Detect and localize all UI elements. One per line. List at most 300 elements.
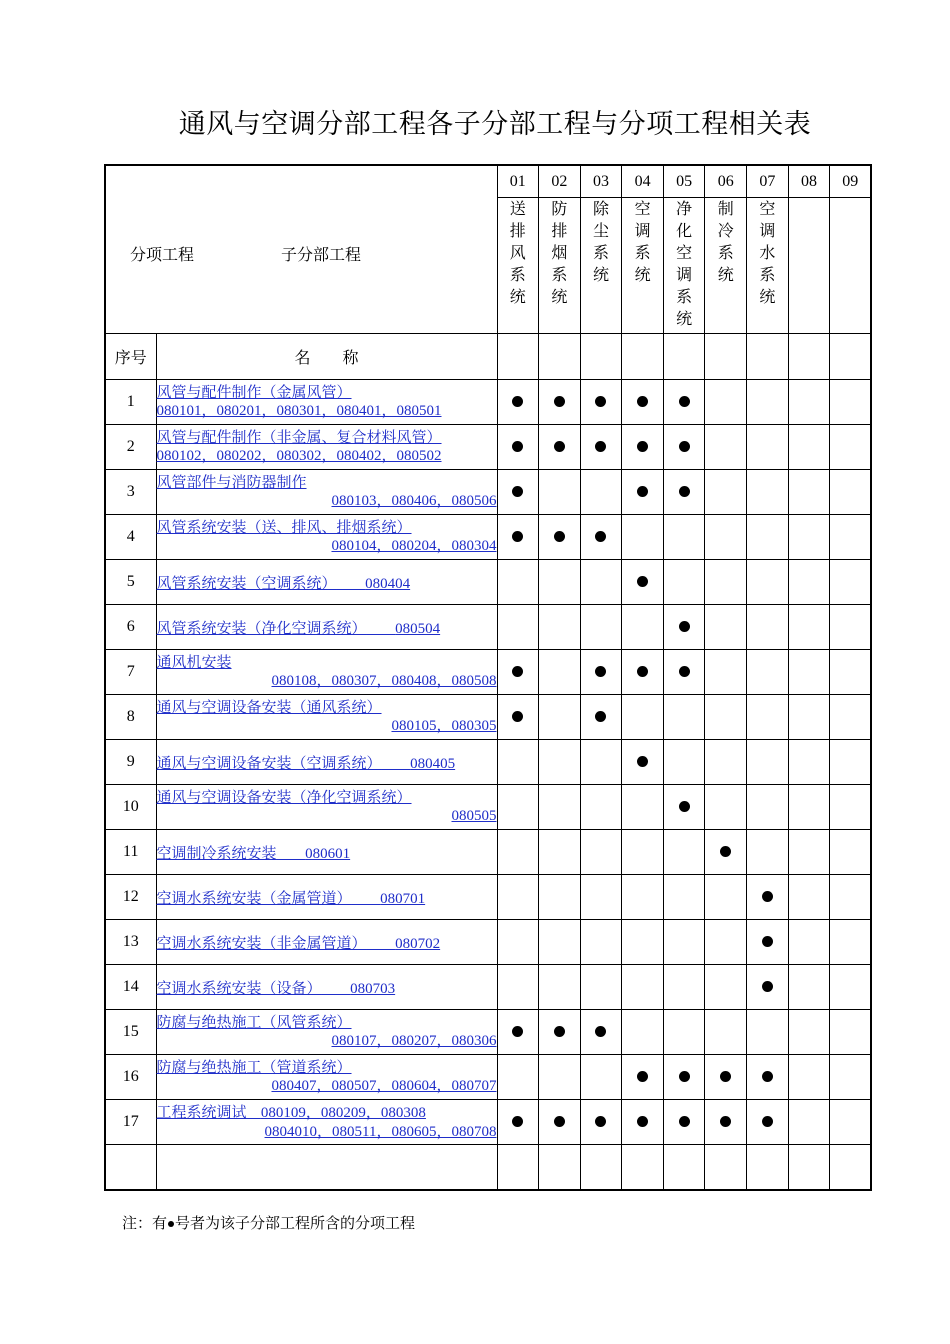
mark-cell <box>705 1010 747 1055</box>
item-name[interactable]: 通风与空调设备安装（通风系统） <box>156 698 382 716</box>
mark-cell <box>497 425 539 470</box>
subsystem-name <box>497 198 539 334</box>
subsystem-number: 05 <box>663 165 705 198</box>
mark-cell <box>788 785 830 830</box>
footnote <box>122 1212 415 1233</box>
row-seq: 1 <box>105 380 156 425</box>
table-row <box>105 830 871 875</box>
mark-cell <box>497 470 539 515</box>
mark-cell <box>580 830 622 875</box>
bullet-icon <box>554 441 565 452</box>
mark-cell <box>788 695 830 740</box>
mark-cell <box>788 740 830 785</box>
header-name: 名 称 <box>156 334 497 380</box>
row-item-link[interactable] <box>156 965 497 1010</box>
item-codes[interactable]: 080107，080207，080306 <box>331 1033 497 1049</box>
subsystem-name-text: 除尘系统 <box>592 199 609 284</box>
mark-cell <box>622 515 664 560</box>
relation-table <box>104 164 872 1191</box>
row-seq: 5 <box>105 560 156 605</box>
subsystem-number: 07 <box>747 165 789 198</box>
mark-cell <box>788 650 830 695</box>
row-item-link[interactable] <box>156 605 497 650</box>
item-name[interactable]: 风管与配件制作（金属风管） <box>156 383 352 401</box>
bullet-icon <box>637 756 648 767</box>
mark-cell <box>788 425 830 470</box>
item-codes[interactable]: 0804010，080511，080605，080708 <box>264 1123 497 1140</box>
mark-cell <box>663 695 705 740</box>
mark-cell <box>830 875 872 920</box>
mark-cell <box>622 740 664 785</box>
mark-cell <box>788 830 830 875</box>
bullet-icon <box>595 396 606 407</box>
mark-cell <box>705 830 747 875</box>
mark-cell <box>663 1055 705 1100</box>
row-item-link[interactable] <box>156 830 497 875</box>
mark-cell <box>580 1055 622 1100</box>
mark-cell <box>580 650 622 695</box>
mark-cell <box>747 695 789 740</box>
row-seq: 4 <box>105 515 156 560</box>
row-seq: 12 <box>105 875 156 920</box>
row-seq: 15 <box>105 1010 156 1055</box>
mark-cell <box>747 1100 789 1145</box>
mark-cell <box>788 515 830 560</box>
bullet-icon <box>637 441 648 452</box>
item-codes[interactable]: 080407，080507，080604，080707 <box>271 1078 497 1094</box>
item-codes-first[interactable]: 080109，080209，080308 <box>260 1104 426 1121</box>
mark-cell <box>705 470 747 515</box>
bullet-icon <box>512 396 523 407</box>
subsystem-number: 01 <box>497 165 539 198</box>
item-name[interactable]: 空调水系统安装（设备） <box>156 978 322 997</box>
item-name[interactable]: 风管系统安装（空调系统） <box>156 573 337 592</box>
bullet-icon <box>679 441 690 452</box>
mark-cell <box>663 380 705 425</box>
item-name[interactable]: 防腐与绝热施工（风管系统） <box>156 1013 352 1031</box>
subsystem-name-text: 空调系统 <box>634 199 651 284</box>
table-row <box>105 380 871 425</box>
bullet-icon <box>637 1071 648 1082</box>
mark-cell <box>622 605 664 650</box>
mark-cell <box>788 605 830 650</box>
mark-cell <box>663 515 705 560</box>
row-item-link[interactable] <box>156 1100 497 1145</box>
item-codes[interactable]: 080105，080305 <box>391 718 497 734</box>
table-row <box>105 650 871 695</box>
table-row <box>105 875 871 920</box>
bullet-icon <box>679 801 690 812</box>
subsystem-name <box>663 198 705 334</box>
mark-cell <box>539 605 581 650</box>
subsystem-number: 09 <box>830 165 872 198</box>
bullet-icon <box>637 666 648 677</box>
table-row <box>105 740 871 785</box>
mark-cell <box>663 1010 705 1055</box>
row-seq: 2 <box>105 425 156 470</box>
subsystem-name-text: 净化空调系统 <box>676 199 693 328</box>
mark-cell <box>539 875 581 920</box>
mark-cell <box>622 560 664 605</box>
mark-cell <box>705 515 747 560</box>
bullet-icon <box>512 531 523 542</box>
row-item-link[interactable] <box>156 470 497 515</box>
mark-cell <box>788 1055 830 1100</box>
mark-cell <box>747 380 789 425</box>
bullet-icon <box>762 1071 773 1082</box>
mark-cell <box>747 650 789 695</box>
row-item-link[interactable] <box>156 515 497 560</box>
item-codes[interactable]: 080601 <box>305 845 351 862</box>
mark-cell <box>663 1145 705 1191</box>
mark-cell <box>663 920 705 965</box>
mark-cell <box>788 380 830 425</box>
table-row <box>105 785 871 830</box>
mark-cell <box>539 560 581 605</box>
mark-cell <box>539 1145 581 1191</box>
footnote-prefix: 注：有 <box>122 1214 168 1232</box>
mark-cell <box>788 920 830 965</box>
item-name[interactable]: 空调水系统安装（非金属管道） <box>156 933 367 952</box>
bullet-icon <box>554 531 565 542</box>
item-codes[interactable]: 080702 <box>395 935 441 952</box>
mark-cell <box>705 1055 747 1100</box>
mark-cell <box>705 740 747 785</box>
bullet-icon <box>595 531 606 542</box>
mark-cell <box>788 965 830 1010</box>
mark-cell <box>747 1145 789 1191</box>
mark-cell <box>705 605 747 650</box>
mark-cell <box>830 1145 872 1191</box>
item-codes[interactable]: 080703 <box>350 980 396 997</box>
item-codes[interactable]: 080504 <box>395 620 441 637</box>
mark-cell <box>747 470 789 515</box>
mark-cell <box>497 1010 539 1055</box>
mark-cell <box>539 1055 581 1100</box>
mark-cell <box>497 515 539 560</box>
subsystem-number: 02 <box>539 165 581 198</box>
item-name[interactable]: 风管与配件制作（非金属、复合材料风管） <box>156 428 442 446</box>
mark-cell <box>539 425 581 470</box>
row-seq: 17 <box>105 1100 156 1145</box>
item-codes[interactable]: 080505 <box>451 808 497 824</box>
mark-cell <box>497 785 539 830</box>
item-name[interactable]: 空调制冷系统安装 <box>156 843 277 862</box>
mark-cell <box>580 1010 622 1055</box>
mark-cell <box>622 1100 664 1145</box>
mark-cell <box>747 830 789 875</box>
table-row <box>105 1145 871 1191</box>
row-seq: 6 <box>105 605 156 650</box>
bullet-icon <box>679 396 690 407</box>
mark-cell <box>705 650 747 695</box>
row-seq: 13 <box>105 920 156 965</box>
subsystem-number: 08 <box>788 165 830 198</box>
mark-cell <box>580 875 622 920</box>
mark-cell <box>663 830 705 875</box>
row-item-link[interactable] <box>156 380 497 425</box>
mark-cell <box>580 605 622 650</box>
item-name[interactable]: 通风与空调设备安装（净化空调系统） <box>156 788 412 806</box>
mark-cell <box>830 830 872 875</box>
mark-cell <box>580 560 622 605</box>
row-seq <box>105 1145 156 1191</box>
mark-cell <box>663 470 705 515</box>
row-item-link[interactable] <box>156 695 497 740</box>
bullet-icon <box>512 441 523 452</box>
mark-cell <box>539 920 581 965</box>
row-seq: 14 <box>105 965 156 1010</box>
mark-cell <box>663 1100 705 1145</box>
mark-cell <box>830 695 872 740</box>
subsystem-name <box>580 198 622 334</box>
header-seq: 序号 <box>105 334 156 380</box>
bullet-icon <box>637 1116 648 1127</box>
mark-cell <box>747 425 789 470</box>
mark-cell <box>580 515 622 560</box>
mark-cell <box>747 560 789 605</box>
item-name[interactable]: 风管系统安装（送、排风、排烟系统） <box>156 518 412 536</box>
mark-cell <box>830 965 872 1010</box>
mark-cell <box>497 1145 539 1191</box>
mark-cell <box>663 650 705 695</box>
bullet-icon <box>595 1026 606 1037</box>
table-row <box>105 560 871 605</box>
mark-cell <box>830 605 872 650</box>
footnote-text: 号者为该子分部工程所含的分项工程 <box>175 1214 416 1232</box>
subsystem-name <box>622 198 664 334</box>
row-seq: 8 <box>105 695 156 740</box>
subsystem-name-text: 防排烟系统 <box>551 199 568 306</box>
item-name[interactable]: 防腐与绝热施工（管道系统） <box>156 1058 352 1076</box>
bullet-icon <box>679 486 690 497</box>
subsystem-name-text: 制冷系统 <box>717 199 734 284</box>
bullet-icon <box>762 1116 773 1127</box>
row-seq: 16 <box>105 1055 156 1100</box>
row-seq: 10 <box>105 785 156 830</box>
item-codes[interactable]: 080102，080202，080302，080402，080502 <box>156 448 442 464</box>
mark-cell <box>539 695 581 740</box>
mark-cell <box>705 380 747 425</box>
mark-cell <box>497 875 539 920</box>
mark-cell <box>830 785 872 830</box>
subsystem-number: 04 <box>622 165 664 198</box>
mark-cell <box>747 515 789 560</box>
mark-cell <box>830 380 872 425</box>
table-row <box>105 1055 871 1100</box>
mark-cell <box>705 965 747 1010</box>
row-seq: 3 <box>105 470 156 515</box>
mark-cell <box>622 1055 664 1100</box>
mark-cell <box>663 425 705 470</box>
item-codes[interactable]: 080404 <box>365 575 411 592</box>
mark-cell <box>580 920 622 965</box>
mark-cell <box>788 875 830 920</box>
mark-cell <box>539 1100 581 1145</box>
subsystem-name <box>747 198 789 334</box>
subsystem-name <box>539 198 581 334</box>
mark-cell <box>705 875 747 920</box>
corner-left-label: 分项工程 <box>130 245 195 264</box>
row-item-link <box>156 1145 497 1191</box>
mark-cell <box>663 785 705 830</box>
item-name[interactable]: 风管部件与消防器制作 <box>156 473 307 491</box>
mark-cell <box>788 560 830 605</box>
row-item-link[interactable] <box>156 1055 497 1100</box>
mark-cell <box>747 785 789 830</box>
subsystem-name <box>788 198 830 334</box>
mark-cell <box>580 425 622 470</box>
mark-cell <box>747 1010 789 1055</box>
mark-cell <box>580 1100 622 1145</box>
item-name[interactable]: 工程系统调试 <box>156 1102 247 1121</box>
item-name[interactable]: 风管系统安装（净化空调系统） <box>156 618 367 637</box>
row-item-link[interactable] <box>156 785 497 830</box>
bullet-icon <box>637 486 648 497</box>
row-item-link[interactable] <box>156 650 497 695</box>
subsystem-number: 06 <box>705 165 747 198</box>
bullet-icon <box>512 1026 523 1037</box>
mark-cell <box>830 515 872 560</box>
mark-cell <box>497 830 539 875</box>
mark-cell <box>622 380 664 425</box>
row-item-link[interactable] <box>156 1010 497 1055</box>
mark-cell <box>580 470 622 515</box>
row-seq: 7 <box>105 650 156 695</box>
mark-cell <box>580 785 622 830</box>
mark-cell <box>622 965 664 1010</box>
mark-cell <box>788 1145 830 1191</box>
mark-cell <box>497 1100 539 1145</box>
mark-cell <box>622 920 664 965</box>
mark-cell <box>747 920 789 965</box>
mark-cell <box>705 920 747 965</box>
item-name[interactable]: 空调水系统安装（金属管道） <box>156 888 352 907</box>
mark-cell <box>497 920 539 965</box>
mark-cell <box>663 875 705 920</box>
mark-cell <box>622 650 664 695</box>
mark-cell <box>747 740 789 785</box>
mark-cell <box>497 650 539 695</box>
subsystem-name <box>830 198 872 334</box>
table-row <box>105 920 871 965</box>
mark-cell <box>830 425 872 470</box>
bullet-icon <box>595 1116 606 1127</box>
item-name[interactable]: 通风与空调设备安装（空调系统） <box>156 753 382 772</box>
mark-cell <box>580 965 622 1010</box>
bullet-icon <box>679 666 690 677</box>
mark-cell <box>622 425 664 470</box>
item-codes[interactable]: 080108，080307，080408，080508 <box>271 673 497 689</box>
bullet-icon <box>512 711 523 722</box>
bullet-icon <box>512 666 523 677</box>
bullet-icon <box>637 576 648 587</box>
mark-cell <box>580 695 622 740</box>
bullet-icon <box>595 441 606 452</box>
mark-cell <box>539 1010 581 1055</box>
item-codes[interactable]: 080405 <box>410 755 456 772</box>
table-row <box>105 695 871 740</box>
bullet-icon <box>512 1116 523 1127</box>
bullet-icon <box>554 1026 565 1037</box>
bullet-icon <box>595 711 606 722</box>
mark-cell <box>622 830 664 875</box>
mark-cell <box>830 470 872 515</box>
mark-cell <box>747 965 789 1010</box>
table-row <box>105 515 871 560</box>
row-item-link[interactable] <box>156 920 497 965</box>
mark-cell <box>788 1100 830 1145</box>
mark-cell <box>663 740 705 785</box>
table-row <box>105 1010 871 1055</box>
mark-cell <box>830 650 872 695</box>
item-codes[interactable]: 080101，080201，080301，080401，080501 <box>156 403 442 419</box>
mark-cell <box>539 785 581 830</box>
bullet-icon <box>720 1116 731 1127</box>
mark-cell <box>497 740 539 785</box>
mark-cell <box>830 560 872 605</box>
row-item-link[interactable] <box>156 425 497 470</box>
mark-cell <box>705 1100 747 1145</box>
mark-cell <box>830 1010 872 1055</box>
row-item-link[interactable] <box>156 740 497 785</box>
table-row <box>105 425 871 470</box>
mark-cell <box>663 560 705 605</box>
page-title: 通风与空调分部工程各子分部工程与分项工程相关表 <box>178 109 812 140</box>
mark-cell <box>705 1145 747 1191</box>
bullet-icon <box>554 1116 565 1127</box>
mark-cell <box>539 965 581 1010</box>
subsystem-number: 03 <box>580 165 622 198</box>
item-codes[interactable]: 080104，080204，080304 <box>331 538 497 554</box>
bullet-icon <box>554 396 565 407</box>
mark-cell <box>539 380 581 425</box>
row-item-link[interactable] <box>156 560 497 605</box>
mark-cell <box>539 470 581 515</box>
subsystem-name <box>705 198 747 334</box>
item-codes[interactable]: 080701 <box>380 890 426 907</box>
row-item-link[interactable] <box>156 875 497 920</box>
item-codes[interactable]: 080103，080406，080506 <box>331 493 497 509</box>
mark-cell <box>788 1010 830 1055</box>
mark-cell <box>539 830 581 875</box>
subsystem-name-text: 空调水系统 <box>759 199 776 306</box>
corner-right-label: 子分部工程 <box>281 245 362 264</box>
bullet-icon <box>595 666 606 677</box>
mark-cell <box>539 515 581 560</box>
mark-cell <box>747 875 789 920</box>
mark-cell <box>622 695 664 740</box>
item-name[interactable]: 通风机安装 <box>156 653 232 671</box>
mark-cell <box>830 1100 872 1145</box>
mark-cell <box>539 650 581 695</box>
mark-cell <box>705 695 747 740</box>
mark-cell <box>622 1145 664 1191</box>
bullet-icon <box>720 846 731 857</box>
table-row <box>105 1100 871 1145</box>
row-seq: 9 <box>105 740 156 785</box>
bullet-icon <box>679 1116 690 1127</box>
bullet-icon <box>762 981 773 992</box>
mark-cell <box>830 1055 872 1100</box>
mark-cell <box>622 470 664 515</box>
bullet-icon <box>720 1071 731 1082</box>
corner-cell <box>105 165 497 334</box>
bullet-icon <box>512 486 523 497</box>
mark-cell <box>663 965 705 1010</box>
table-row <box>105 470 871 515</box>
mark-cell <box>580 740 622 785</box>
